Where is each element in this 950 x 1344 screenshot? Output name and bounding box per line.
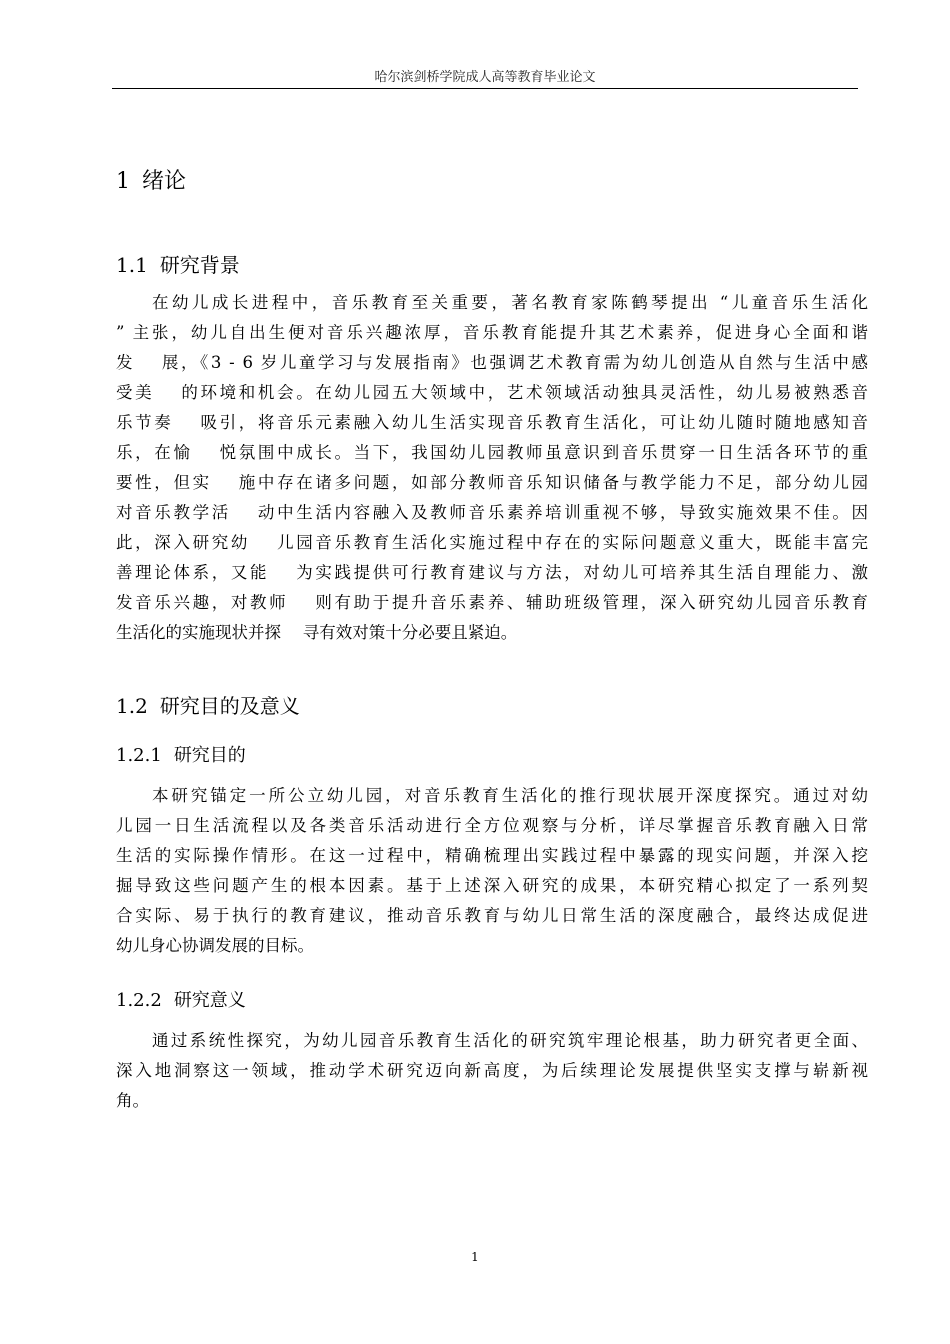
paragraph-line: 乐节奏 吸引，将音乐元素融入幼儿生活实现音乐教育生活化，可让幼儿随时随地感知音 <box>116 413 868 432</box>
paragraph-line: 角。 <box>116 1091 149 1110</box>
paragraph-line: 在幼儿成长进程中，音乐教育至关重要，著名教育家陈鹤琴提出 “儿童音乐生活化 <box>152 293 868 312</box>
subsection-number: 1.2.1 <box>116 745 162 766</box>
chapter-heading <box>116 164 186 195</box>
paragraph-line: 生活化的实施现状并探 寻有效对策十分必要且紧迫。 <box>116 623 518 642</box>
subsection-title: 研究意义 <box>173 990 246 1011</box>
subsection-heading-1-2-2 <box>116 986 246 1012</box>
paragraph-line: 受美 的环境和机会。在幼儿园五大领域中，艺术领域活动独具灵活性，幼儿易被熟悉音 <box>116 383 868 402</box>
paragraph-line: 发 展，《3 - 6 岁儿童学习与发展指南》也强调艺术教育需为幼儿创造从自然与生活中感 <box>116 353 868 372</box>
section-heading-1-2 <box>116 690 300 719</box>
chapter-title: 绪论 <box>142 169 187 194</box>
paragraph-line: 掘导致这些问题产生的根本因素。基于上述深入研究的成果，本研究精心拟定了一系列契 <box>116 876 868 895</box>
paragraph-line: 此，深入研究幼 儿园音乐教育生活化实施过程中存在的实际问题意义重大，既能丰富完 <box>116 533 868 552</box>
paragraph-research-purpose <box>116 781 868 961</box>
subsection-number: 1.2.2 <box>116 990 162 1011</box>
section-number: 1.2 <box>116 694 148 718</box>
paragraph-line: 幼儿身心协调发展的目标。 <box>116 936 314 955</box>
paragraph-line: 发音乐兴趣，对教师 则有助于提升音乐素养、辅助班级管理，深入研究幼儿园音乐教育 <box>116 593 868 612</box>
paragraph-research-significance <box>116 1026 868 1116</box>
page-number: 1 <box>471 1250 479 1264</box>
paragraph-line: 生活的实际操作情形。在这一过程中，精确梳理出实践过程中暴露的现实问题，并深入挖 <box>116 846 868 865</box>
section-heading-1-1 <box>116 249 240 278</box>
paragraph-line: 深入地洞察这一领域，推动学术研究迈向新高度，为后续理论发展提供坚实支撑与崭新视 <box>116 1061 868 1080</box>
paragraph-line: 善理论体系，又能 为实践提供可行教育建议与方法，对幼儿可培养其生活自理能力、激 <box>116 563 868 582</box>
section-number: 1.1 <box>116 253 148 277</box>
paragraph-line: 通过系统性探究，为幼儿园音乐教育生活化的研究筑牢理论根基，助力研究者更全面、 <box>152 1031 868 1050</box>
header-divider <box>112 88 858 89</box>
paragraph-research-background <box>116 288 868 648</box>
paragraph-line: ” 主张，幼儿自出生便对音乐兴趣浓厚，音乐教育能提升其艺术素养，促进身心全面和谐 <box>116 323 868 342</box>
subsection-heading-1-2-1 <box>116 741 246 767</box>
paragraph-line: 本研究锚定一所公立幼儿园，对音乐教育生活化的推行现状展开深度探究。通过对幼 <box>152 786 868 805</box>
subsection-title: 研究目的 <box>173 745 246 766</box>
paragraph-line: 儿园一日生活流程以及各类音乐活动进行全方位观察与分析，详尽掌握音乐教育融入日常 <box>116 816 868 835</box>
paragraph-line: 对音乐教学活 动中生活内容融入及教师音乐素养培训重视不够，导致实施效果不佳。因 <box>116 503 868 522</box>
paragraph-line: 要性，但实 施中存在诸多问题，如部分教师音乐知识储备与教学能力不足，部分幼儿园 <box>116 473 868 492</box>
section-title: 研究背景 <box>159 253 240 277</box>
chapter-number: 1 <box>116 169 130 194</box>
paragraph-line: 乐，在愉 悦氛围中成长。当下，我国幼儿园教师虽意识到音乐贯穿一日生活各环节的重 <box>116 443 868 462</box>
running-header: 哈尔滨剑桥学院成人高等教育毕业论文 <box>374 70 596 85</box>
section-title: 研究目的及意义 <box>159 694 300 718</box>
paragraph-line: 合实际、易于执行的教育建议，推动音乐教育与幼儿日常生活的深度融合，最终达成促进 <box>116 906 868 925</box>
